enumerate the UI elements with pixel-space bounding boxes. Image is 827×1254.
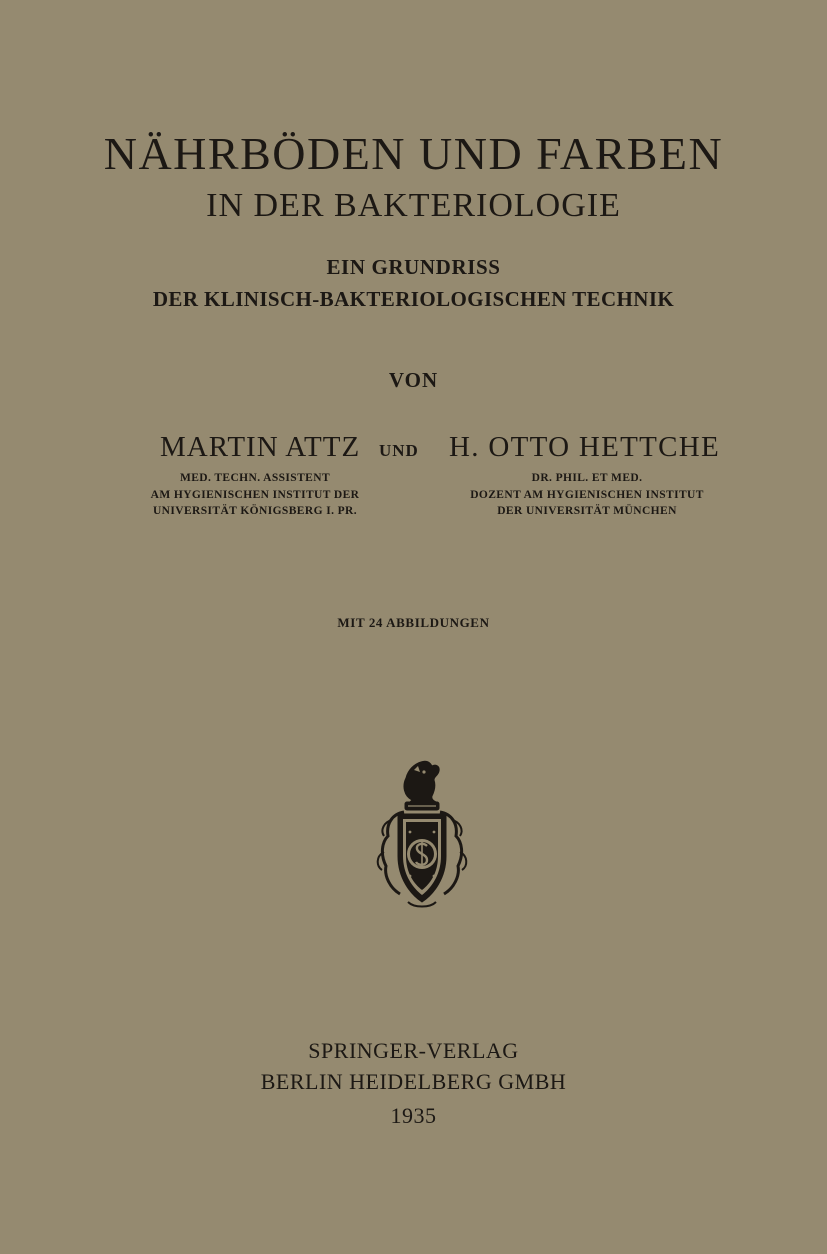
author-1-affiliation-line: UNIVERSITÄT KÖNIGSBERG I. PR.	[152, 505, 358, 517]
publisher-location: BERLIN HEIDELBERG GMBH	[260, 1069, 567, 1094]
book-title: NÄHRBÖDEN UND FARBEN	[103, 128, 724, 179]
book-title-continuation: IN DER BAKTERIOLOGIE	[206, 187, 621, 224]
author-2-name: H. OTTO HETTCHE	[449, 431, 721, 463]
author-2-affiliation-line: DR. PHIL. ET MED.	[531, 472, 643, 484]
publisher-name: SPRINGER-VERLAG	[308, 1038, 519, 1063]
author-2-affiliation	[452, 470, 722, 520]
springer-knight-emblem-icon	[374, 756, 470, 912]
author-1-affiliation	[130, 470, 380, 520]
author-2-affiliation-line: DOZENT AM HYGIENISCHEN INSTITUT	[470, 488, 704, 501]
author-1-affiliation-line: MED. TECHN. ASSISTENT	[179, 472, 331, 484]
byline: VON	[388, 368, 439, 392]
author-1-name: MARTIN ATTZ	[160, 431, 361, 463]
illustrations-note: MIT 24 ABBILDUNGEN	[337, 615, 490, 630]
book-subtitle-line-2: DER KLINISCH-BAKTERIOLOGISCHEN TECHNIK	[152, 287, 675, 311]
publication-year: 1935	[390, 1103, 437, 1128]
author-1-affiliation-line: AM HYGIENISCHEN INSTITUT DER	[150, 488, 360, 501]
author-conjunction: UND	[379, 441, 419, 460]
author-2-affiliation-line: DER UNIVERSITÄT MÜNCHEN	[497, 505, 677, 517]
book-subtitle-line-1: EIN GRUNDRISS	[326, 255, 501, 279]
